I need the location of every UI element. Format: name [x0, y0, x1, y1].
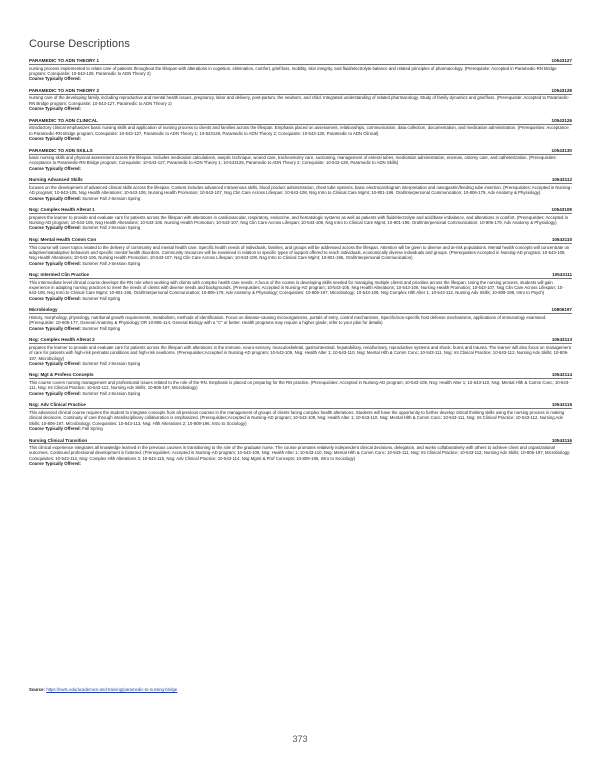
course-name: PARAMEDIC TO ADN SKILLS: [29, 147, 93, 153]
course-header: [29, 438, 572, 445]
course-number: 10543113: [551, 337, 572, 343]
course-header: [29, 337, 572, 344]
course-number: 10543111: [552, 272, 572, 278]
course-entry: [29, 307, 572, 330]
course-description: History, morphology, physiology, nutritional growth requirements, metabolism, methods of identification. Focus on disease-causing microorganisms, portals of entry, control mechanisms. Specific/non-specific host defense mechanisms, applications of immunology examined. (Prerequisite: 10-806-177, General Anatomy & Physiology OR 10-806-114, General Biology with a "C" or better. Health programs may require a higher grade; refer to your plan for details): [29, 315, 547, 326]
course-entry: [29, 337, 572, 366]
course-offered-terms: Summer Fall Spring: [82, 325, 121, 331]
course-name: Nsg: Complex Health Alterat 2: [29, 337, 95, 343]
course-entry: [29, 272, 572, 301]
course-offered-label: Course Typically Offered:: [29, 460, 81, 466]
course-number: 10543130: [551, 147, 572, 153]
course-entry: [29, 88, 572, 111]
course-offered-label: Course Typically Offered:: [29, 360, 81, 366]
course-description: prepares the learner to provide and evaluate care for patients across the lifespan with alterations in cardiovascular, respiratory, endocrine, and hematologic systems as well as patients with fluid/electrolyte and acid/base imbalance, and alterations in comfort. (Prerequisites: Accepted in Nursing-AD program; 10-543-105, Nsg Health Alterations; 10-543-106, Nursing Health Promotion; 10-543-107, Nsg Clin Care Across Lifespan; 10-543-108, Nsg Intro to Clinical Care Mgmt; 10-801-196, Oral/Interpersonal Communication; 10-806-179, Adv Anatomy & Physiology): [29, 214, 568, 226]
course-number: 10543128: [551, 87, 572, 93]
course-header: [29, 402, 572, 409]
course-header: [29, 307, 572, 314]
course-offered-line: [29, 361, 572, 366]
course-offered-terms: Summer Fall Spring: [82, 295, 121, 301]
course-entry: [29, 177, 572, 200]
course-entry: [29, 237, 572, 266]
course-list: [29, 58, 572, 473]
course-name: PARAMEDIC TO ADN THEORY 2: [29, 87, 100, 93]
course-header: [29, 177, 572, 184]
course-number: 10543116: [551, 437, 572, 443]
course-offered-label: Course Typically Offered:: [29, 76, 81, 82]
course-name: PARAMEDIC TO ADN THEORY 1: [29, 58, 100, 63]
source-label: Source:: [29, 687, 45, 692]
course-name: Nsg: Intermed Clin Practice: [29, 272, 89, 278]
course-offered-line: [29, 326, 572, 331]
course-offered-terms: Summer Fall J-Session Spring: [82, 260, 141, 266]
course-offered-label: Course Typically Offered:: [29, 195, 81, 201]
course-offered-label: Course Typically Offered:: [29, 225, 81, 231]
course-number: 10543110: [551, 237, 572, 243]
course-entry: [29, 438, 572, 467]
course-description: This advanced clinical course requires the student to integrate concepts from all previous courses in the management of groups of clients facing complex health alterations. Students will have the opportunity to further develop critical thinking skills using the nursing process in making clinical decisions. Continuity of care through interdisciplinary collaboration is emphasized. (Prerequisites:Accepted in Nursing-AD program; 10-543-109, Nsg: Health Alter 1; 10-543-110, Nsg: Mental Hlth & Comm Conc; 10-543-111, Nsg: Int Clinical Practice; 10-543-112, Nursing Adv Skills; 10-806-197, Microbiology; Corequisites: 10-543-113, Nsg: Hlth Alterations 2; 10-809-196, Intro to Sociology): [29, 409, 565, 426]
course-description: prepares the learner to provide and evaluate care for patients across the lifespan with alterations in the immune, neuro-sensory, musculoskeletal, gastrointestinal, hepatobiliary, renal/urinary, reproductive systems and shock, burns and trauma. The learner will also focus on management of care for patients with high-risk perinatal conditions and high-risk newborns. (Prerequisites:Accepted in Nursing-AD program; 10-543-109, Nsg: Health Alter 1; 10-543-110, Nsg: Mental Hlth & Comm Conc; 10-543-111, Nsg: Int Clinical Practice; 10-543-112, Nursing Adv Skills; 10-806-197, Microbiology): [29, 344, 571, 361]
course-offered-line: [29, 461, 572, 466]
course-entry: [29, 118, 572, 141]
course-description: This clinical experience integrates all knowledge learned in the previous courses in transitioning to the role of the graduate nurse. The course promotes relatively independent clinical decisions, delegation, and works collaboratively with others to achieve client and organizational outcomes. Continued professional development is fostered. (Prerequisites: Accepted in Nursing-AD program; 10-543-109, Nsg: Health Alter 1; 10-543-110, Nsg: Mental Hlth & Comm Conc; 10-543-111, Nsg: Int Clinical Practice; 10-543-112, Nursing Adv Skills; 10-806-197, Microbiology; Corequisites: 10-543-113, Nsg: Complex Hlth Alterations 2; 10-543-115, Nsg: Adv Clinical Practice; 10-543-114, Nsg Mgmt & Prof Concepts; 10-809-196, Intro to Sociology): [29, 445, 571, 461]
course-offered-line: [29, 106, 572, 111]
course-entry: [29, 58, 572, 81]
course-description: This course will cover topics related to the delivery of community and mental health care. Specific health needs of individuals, families, and groups will be addressed across the lifespan. Attention will be given to diverse and at-risk populations. Mental health concepts will concentrate on adaptive/maladaptive behaviors and specific mental health disorders. Community resources will be examined in relation to specific types of support offered to reach individuals, economically diverse individuals and groups. (Prerequisites:Accepted in Nursing-AD program; 10-543-105, Nsg Health Alterations; 10-543-106, Nursing Health Promotion; 10-543-107, Nsg Clin Care Across Lifespan; 10-543-108, Nsg Intro to Clinical Care Mgmt; 10-801-196, Oral/Interpersonal Communication): [29, 244, 570, 261]
course-entry: [29, 207, 572, 230]
course-name: Nsg: Mental Health Comm Con: [29, 237, 97, 243]
course-number: 10543109: [551, 207, 572, 213]
page-number: 373: [292, 734, 308, 744]
course-header: [29, 148, 572, 155]
course-description: focuses on the development of advanced clinical skills across the lifespan. Content includes advanced intravenous skills, blood product administration, chest tube systems, basic electrocardiogram interpretation and nasogastric/feeding tube insertion. (Prerequisites: Accepted in Nursing-AD program; 10-543-105, Nsg Health Alterations; 10-543-106, Nursing Health Promotion; 10-543-107, Nsg Clin Care Across Lifespan; 10-543-108, Nsg Intro to Clinical Care Mgmt; 10-801-196, Oral/Interpersonal Communication; 10-806-179, Adv Anatomy & Physiology): [29, 185, 572, 196]
course-description: nursing process implemented to relate care of patients throughout the lifespan with alterations in cognition, elimination, comfort, grief/loss, mobility, skin integrity, and fluid/electrolyte balance and related principles of pharmacology. (Prerequisite: Accepted in Paramedic-RN Bridge program; Corequisite: 10-543-128, Paramedic to ADN Theory 2): [29, 65, 557, 76]
course-offered-label: Course Typically Offered:: [29, 106, 81, 112]
course-name: Nursing Clinical Transition: [29, 437, 88, 443]
course-offered-terms: Fall Spring: [82, 425, 103, 431]
course-number: 10543115: [551, 402, 572, 408]
course-offered-label: Course Typically Offered:: [29, 390, 81, 396]
course-name: Nsg: Adv Clinical Practice: [29, 402, 86, 408]
course-name: PARAMEDIC TO ADN CLINICAL: [29, 117, 98, 123]
course-offered-line: [29, 296, 572, 301]
course-offered-line: [29, 136, 572, 141]
course-offered-line: [29, 196, 572, 201]
course-offered-terms: Summer Fall J-Session Spring: [82, 225, 141, 231]
course-offered-label: Course Typically Offered:: [29, 165, 81, 171]
course-offered-terms: Summer Fall J-Session Spring: [82, 360, 141, 366]
course-description: nursing care of the developing family, including reproductive and mental health issues, pregnancy, labor and delivery, post-partum, the newborn, and child. Integrated understanding of related pharmacology. Study of family dynamics and grief/loss. (Prerequisite: Accepted to Paramedic-RN Bridge program; Corequisite: 10-543-127, Paramedic to ADN Theory 1): [29, 95, 570, 106]
course-description: introductory clinical emphasizes basic nursing skills and application of nursing process to clients and families across the lifespan. Emphasis placed on assessment, relationships, communication, data collection, documentation, and medication administration. (Prerequisites: Acceptance to Paramedic-RN Bridge program; Corequisite: 10-543-127, Paramedic to ADN Theory 1; 10-543128, Paramedic to ADN Theory 2; Corequisite: 10-543-130, Paramedic to ADN Clinical): [29, 125, 569, 136]
course-description: This course covers nursing management and professional issues related to the role of the RN. Emphasis is placed on preparing for the RN practice. (Prerequisites: Accepted in Nursing-AD program; 10-543-109, Nsg: Health Alter 1; 10-543-110, Nsg: Mental Hlth & Comm Conc; 10-543-111, Nsg: Int Clinical Practice; 10-543-112, Nursing Adv Skills; 10-806-197, Microbiology): [29, 380, 570, 391]
course-name: Nsg: Complex Health Alterat 1: [29, 207, 95, 213]
course-entry: [29, 402, 572, 431]
course-offered-terms: Summer Fall J-Session Spring: [82, 195, 141, 201]
course-offered-label: Course Typically Offered:: [29, 260, 81, 266]
course-offered-label: Course Typically Offered:: [29, 295, 81, 301]
course-header: [29, 237, 572, 244]
course-number: 10806197: [551, 307, 572, 313]
course-offered-label: Course Typically Offered:: [29, 135, 81, 141]
source-line: [29, 687, 177, 692]
course-header: [29, 207, 572, 214]
course-description: basic nursing skills and physical assessment across the lifespan. Includes medication calculations, aseptic technique, wound care, tracheostomy care, suctioning, management of enteral tubes, medication administration, enemas, ostomy care, and catheterization. (Prerequisites: Acceptance to Paramedic-RN Bridge program; Corequisite: 10-543-127, Paramedic to ADN Theory 1; 10-543128, Paramedic to ADN Theory 2; Corequisite: 10-543-129, Paramedic to ADN Skills): [29, 155, 557, 166]
course-header: [29, 58, 572, 65]
course-header: [29, 88, 572, 95]
course-offered-label: Course Typically Offered:: [29, 425, 81, 431]
course-description: This intermediate level clinical course develops the RN role when working with clients with complex health care needs. A focus of the course is developing skills needed for managing multiple clients and priorities across the lifespan. Using the nursing process, students will gain experience in adapting nursing practices to meet the needs of clients with diverse needs and backgrounds. (Prerequisites: Accepted in Nursing-AD program; 10-543-105, Nsg Health Alterations; 10-543-106, Nursing Health Promotion; 10-543-107, Nsg Clin Care Across Lifespan; 10-543-108, Nsg Intro to Clinical Care Mgmt; 10-801-196, Oral/Interpersonal Communication; 10-806-179, Adv Anatomy & Physiology; Corequisites: 10-806-197, Microbiology; 10-543-109, Nsg Complex Hlth Alter 1; 10-543-112, Nursing Adv Skills; 10-809-198, Intro to Psych): [29, 279, 564, 296]
course-number: 10543112: [551, 177, 572, 183]
course-offered-label: Course Typically Offered:: [29, 325, 81, 331]
course-offered-line: [29, 76, 572, 81]
course-number: 10543127: [551, 58, 572, 63]
course-offered-line: [29, 261, 572, 266]
course-name: Nursing Advanced Skills: [29, 177, 83, 183]
course-name: Microbiology: [29, 307, 58, 313]
course-entry: [29, 372, 572, 395]
course-offered-line: [29, 225, 572, 230]
source-link[interactable]: https://nwtc.edu/academics-and-training/paramedic-to-nursing-bridge: [46, 687, 178, 692]
course-header: [29, 272, 572, 279]
course-offered-line: [29, 391, 572, 396]
course-number: 10543114: [551, 372, 572, 378]
course-header: [29, 118, 572, 125]
course-offered-terms: Summer Fall J-Session Spring: [82, 390, 141, 396]
course-name: Nsg: Mgt & Profess Concepts: [29, 372, 94, 378]
page-title: Course Descriptions: [29, 38, 130, 50]
course-offered-line: [29, 426, 572, 431]
course-entry: [29, 148, 572, 171]
course-number: 10543126: [551, 117, 572, 123]
course-offered-line: [29, 166, 572, 171]
course-header: [29, 372, 572, 379]
